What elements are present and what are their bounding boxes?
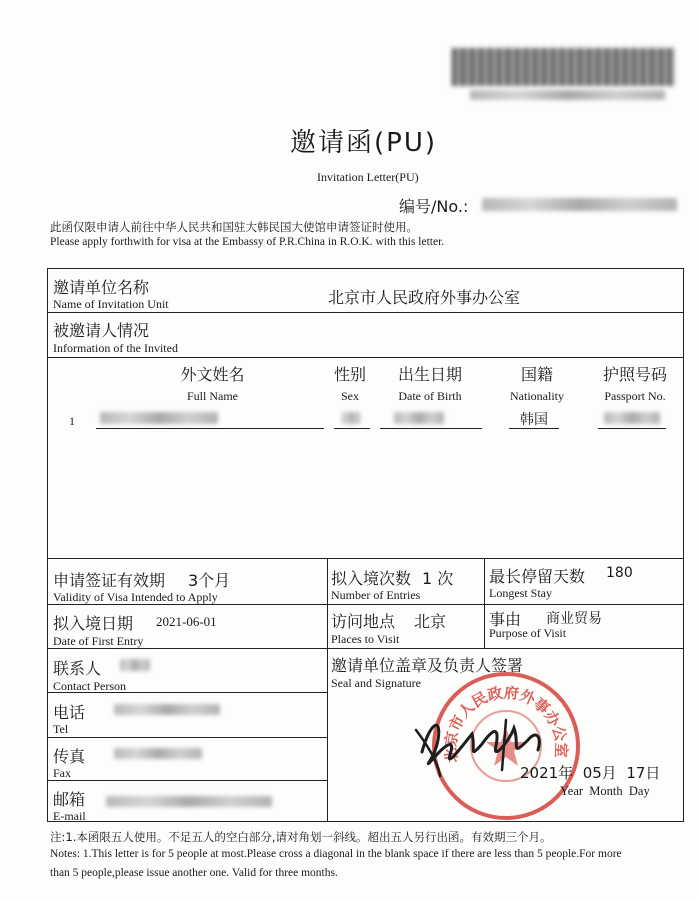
number-label: 编号/No.: xyxy=(399,197,469,216)
footer-note-en-2: than 5 people,please issue another one. Valid for three months. xyxy=(50,867,338,879)
table-border-left xyxy=(47,268,48,822)
longest-stay-value: 180 xyxy=(606,565,633,581)
email-value xyxy=(106,796,272,807)
invitee-passport xyxy=(604,412,660,424)
seal-date-en: Year Month Day xyxy=(560,784,650,798)
row-divider xyxy=(47,780,327,781)
number-value xyxy=(482,198,677,211)
col-divider xyxy=(327,558,328,821)
purpose-value: 商业贸易 xyxy=(546,611,602,627)
fax-value xyxy=(114,748,202,759)
contact-label-en: Contact Person xyxy=(53,679,126,693)
table-border-right xyxy=(683,268,684,822)
underline xyxy=(334,428,370,429)
invited-info-label-en: Information of the Invited xyxy=(53,341,178,355)
invitee-index: 1 xyxy=(69,414,75,428)
tel-label-en: Tel xyxy=(53,722,69,736)
first-entry-value: 2021-06-01 xyxy=(156,614,217,629)
underline xyxy=(380,428,482,429)
tel-label-cn: 电话 xyxy=(53,703,86,722)
col-header-name: 外文姓名 Full Name xyxy=(180,365,245,403)
invitee-nationality: 韩国 xyxy=(520,412,548,428)
footer-note-cn: 注:1.本函限五人使用。不足五人的空白部分,请对角划一斜线。超出五人另行出函。有效期三个月。 xyxy=(50,830,552,844)
purpose-label-cn: 事由 xyxy=(489,610,522,629)
footer-note-en-1: Notes: 1.This letter is for 5 people at most.Please cross a diagonal in the blank space if there are less than 5 people.For more xyxy=(50,848,622,860)
entries-value: 1 次 xyxy=(422,569,454,588)
seal-date-cn: 2021年 05月 17日 xyxy=(520,764,661,782)
contact-label-cn: 联系人 xyxy=(53,659,102,678)
notice-cn: 此函仅限申请人前往中华人民共和国驻大韩民国大使馆申请签证时使用。 xyxy=(50,220,418,234)
seal-label-en: Seal and Signature xyxy=(331,676,421,690)
underline xyxy=(509,428,559,429)
stamp-text: 北京市人民政府外事办公室 xyxy=(441,683,571,765)
row-divider xyxy=(47,558,684,559)
col-header-passport: 护照号码 Passport No. xyxy=(602,365,667,403)
validity-value: 3个月 xyxy=(188,571,231,590)
underline xyxy=(96,428,324,429)
col-header-nationality: 国籍 Nationality xyxy=(510,365,564,403)
first-entry-label-cn: 拟入境日期 xyxy=(53,614,134,633)
longest-stay-label-cn: 最长停留天数 xyxy=(489,567,586,586)
places-value: 北京 xyxy=(414,612,447,631)
longest-stay-label-en: Longest Stay xyxy=(489,586,552,600)
inviting-unit-label-en: Name of Invitation Unit xyxy=(53,297,169,311)
col-divider xyxy=(484,558,485,648)
underline xyxy=(598,428,666,429)
fax-label-en: Fax xyxy=(53,766,71,780)
tel-value xyxy=(114,704,220,715)
row-divider xyxy=(47,312,684,313)
invited-info-label-cn: 被邀请人情况 xyxy=(53,321,150,340)
invitee-sex xyxy=(342,412,360,424)
barcode-number xyxy=(470,90,665,100)
validity-label-cn: 申请签证有效期 xyxy=(53,571,166,590)
entries-label-en: Number of Entries xyxy=(331,588,421,602)
places-label-en: Places to Visit xyxy=(331,632,400,646)
row-divider xyxy=(47,737,327,738)
row-divider xyxy=(47,357,684,358)
validity-label-en: Validity of Visa Intended to Apply xyxy=(53,590,218,604)
table-border-top xyxy=(47,268,684,269)
entries-label-cn: 拟入境次数 xyxy=(331,569,412,588)
email-label-cn: 邮箱 xyxy=(53,790,86,809)
places-label-cn: 访问地点 xyxy=(331,612,396,631)
col-header-dob: 出生日期 Date of Birth xyxy=(397,365,462,403)
invitee-name xyxy=(100,412,218,424)
contact-value xyxy=(120,659,150,671)
page-subtitle: Invitation Letter(PU) xyxy=(317,170,419,184)
table-border-bottom xyxy=(47,821,684,822)
inviting-unit-value: 北京市人民政府外事办公室 xyxy=(328,288,521,307)
barcode xyxy=(452,48,674,86)
seal-label-cn: 邀请单位盖章及负责人签署 xyxy=(331,656,524,675)
inviting-unit-label-cn: 邀请单位名称 xyxy=(53,278,150,297)
col-header-sex: 性别 Sex xyxy=(333,365,366,403)
purpose-label-en: Purpose of Visit xyxy=(489,626,567,640)
invitee-dob xyxy=(394,412,444,424)
notice-en: Please apply forthwith for visa at the Embassy of P.R.China in R.O.K. with this letter. xyxy=(50,236,445,248)
fax-label-cn: 传真 xyxy=(53,747,86,766)
page-title: 邀请函(PU) xyxy=(290,128,437,158)
email-label-en: E-mail xyxy=(53,809,86,823)
first-entry-label-en: Date of First Entry xyxy=(53,634,144,648)
